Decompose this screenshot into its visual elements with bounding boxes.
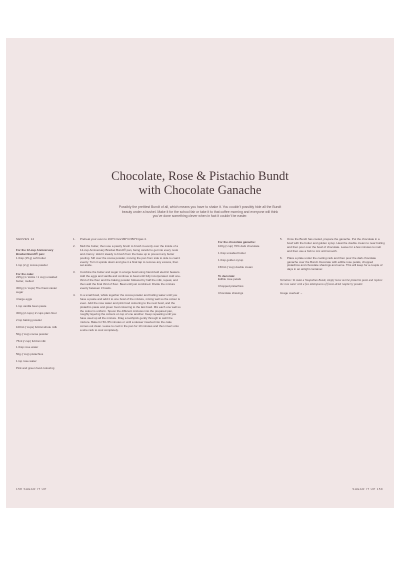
step-text: Melt the butter, then use a pastry brush to brush it evenly over the inside of a 12-cup Anniversary Bracket Bundt® pan, being careful to get into every nook and cranny. Hold it steady to brush from the base up to prevent any butter pooling. Sift over the cocoa powder, moving the pan from side to side to coat it evenly. Turn it upside down and give it a final tap to remove any excess, then set aside. (80, 243, 181, 268)
step-text: In a small bowl, whisk together the cocoa powder and boiling water until you have a paste and add it to one bowl of the mixture, mixing well so the colour is even. Add the rose water and pink food colouring to the next bowl, and the pistachio paste and green food colouring to the last bowl. Mix each one well so the colour is uniform. Spoon the different mixtures into the prepared pan, roughly layering the colours on top of one another. Keep repeating until you have used up all the mixture. Drag a toothpick gently through to swirl the mixture. Bake for 50–55 minutes or until a skewer inserted into the cake comes out clean. Leave to cool in the pan for 10 minutes and then invert onto a wire rack to cool completely. (80, 292, 181, 333)
step-number: 4. (73, 292, 76, 297)
method-column-2 (280, 238, 386, 296)
ingredient-line: Edible rose petals (218, 277, 241, 282)
ingredient-line: 4 large eggs (16, 297, 32, 302)
ingredient-line: 100ml (⁄ cups) full-fat whole milk (16, 324, 57, 329)
ingredient-line: 300g (2 cups) 1⁄ cups plain flour (16, 310, 57, 315)
step-number: 3. (73, 270, 76, 275)
ingredient-line: 2 tsp baking powder (16, 317, 42, 322)
method-step (280, 257, 386, 273)
method-step (73, 238, 181, 242)
page-number-right: SHEAR IT UP 159 (352, 487, 383, 491)
ingredient-line: 50g (⁄ cup) pistachios (16, 352, 44, 357)
tin-ingredients (16, 257, 64, 268)
ingredient-line: 1 tbsp rose water (16, 345, 39, 350)
ingredient-line: 1 tsp vanilla bean paste (16, 303, 47, 308)
ingredient-line: Chocolate shavings (218, 291, 244, 296)
recipe-intro: Possibly the prettiest Bundt of all, which means you have to shake it. You couldn't possibly hide all the Bundt beauty under a bushel. Make it for the school fair or take it to that coffee morning and everyone will think you've done something clever when in fact it couldn't be easier. (118, 205, 282, 219)
tin-heading: For the 12-cup Anniversary Bracket Bundt® pan: (16, 247, 54, 256)
cake-heading: For the cake: (16, 271, 34, 276)
ingredient-line: 1 tsp (2 g) cocoa powder (16, 262, 48, 267)
cake-ingredients (16, 276, 64, 371)
ingredient-line: 1 tbsp unsalted butter (218, 250, 246, 255)
ingredient-line: 300g (1 ⁄ cups) The finest caster sugar (16, 286, 58, 295)
method-steps-2 (280, 238, 386, 272)
method-step (73, 245, 181, 268)
method-step (73, 271, 181, 291)
recipe-title (0, 169, 400, 197)
method-step (280, 238, 386, 254)
decorate-ingredients (218, 278, 262, 296)
ingredient-line: 100g (⁄ cup) 70% dark chocolate (218, 243, 260, 248)
step-text: Place a plate under the cooling rack and then pour the dark chocolate ganache over the Bundt. Decorate with edible rose petals, chopped pistachios and chocolate shavings and serve. This will keep for a couple of days in an airtight container. (287, 255, 383, 272)
ingredient-line: 1 tsp rose water (16, 359, 37, 364)
title-line: Chocolate, Rose & Pistachio Bundt (111, 169, 289, 183)
step-number: 5. (280, 237, 283, 241)
step-number: 1. (73, 237, 76, 241)
decorate-heading: To decorate: (218, 273, 236, 278)
step-number: 2. (73, 243, 76, 248)
ingredient-line: 1 tbsp golden syrup (218, 257, 244, 262)
step-text: Combine the butter and sugar in a large bowl using hand-held electric beaters. Add the eggs and vanilla and continue to beat until fully incorporated. Add one-third of the flour and the baking powder followed by half the milk, repeat, and then add the final third of flour. Beat until just combined. Divide the mixture evenly between 3 bowls. (80, 270, 181, 290)
ingredient-line: 75ml (⁄ cup) full-fat milk (16, 338, 46, 343)
variation-note: Variation: To make a Neapolitan Bundt, simply leave out the pistachio paste and replace the rose water with a few tablespoons of freeze-dried raspberry powder. (280, 278, 383, 287)
method-step (73, 294, 181, 333)
ingredient-line: 50g (⁄ cup) cocoa powder (16, 331, 49, 336)
image-credit: Image overleaf → (280, 291, 303, 296)
step-text: Preheat your oven to 160°C fan/180°C/350°F/gas 4. (80, 237, 147, 241)
step-number: 6. (280, 255, 283, 260)
method-column (73, 238, 181, 336)
ganache-heading: For the chocolate ganache: (218, 240, 256, 244)
ingredient-line: 1 tbsp (15 g) soft butter (16, 255, 46, 260)
ganache-column (218, 238, 262, 299)
ingredient-line: 225g (1 ⁄ sticks / 1 cup) unsalted butter, melted (16, 275, 58, 284)
ganache-ingredients (218, 245, 262, 270)
ingredients-column (16, 238, 64, 374)
ingredient-line: Pink and green food colouring (16, 366, 55, 371)
step-text: Once the Bundt has cooled, prepare the ganache. Put the chocolate in a bowl with the butter and golden syrup. Heat the double cream to near boiling and then pour over the bowl of chocolate. Leave for a few minutes to melt and then use a fork to mix until smooth. (287, 237, 385, 253)
page-number-left: 158 SHEAR IT UP (16, 487, 47, 491)
title-line: with Chocolate Ganache (138, 183, 262, 197)
serves-label: SERVES 12 (16, 237, 35, 241)
ingredient-line: Chopped pistachios (218, 284, 244, 289)
ingredient-line: 150ml (⁄ cup) double cream (218, 264, 253, 269)
